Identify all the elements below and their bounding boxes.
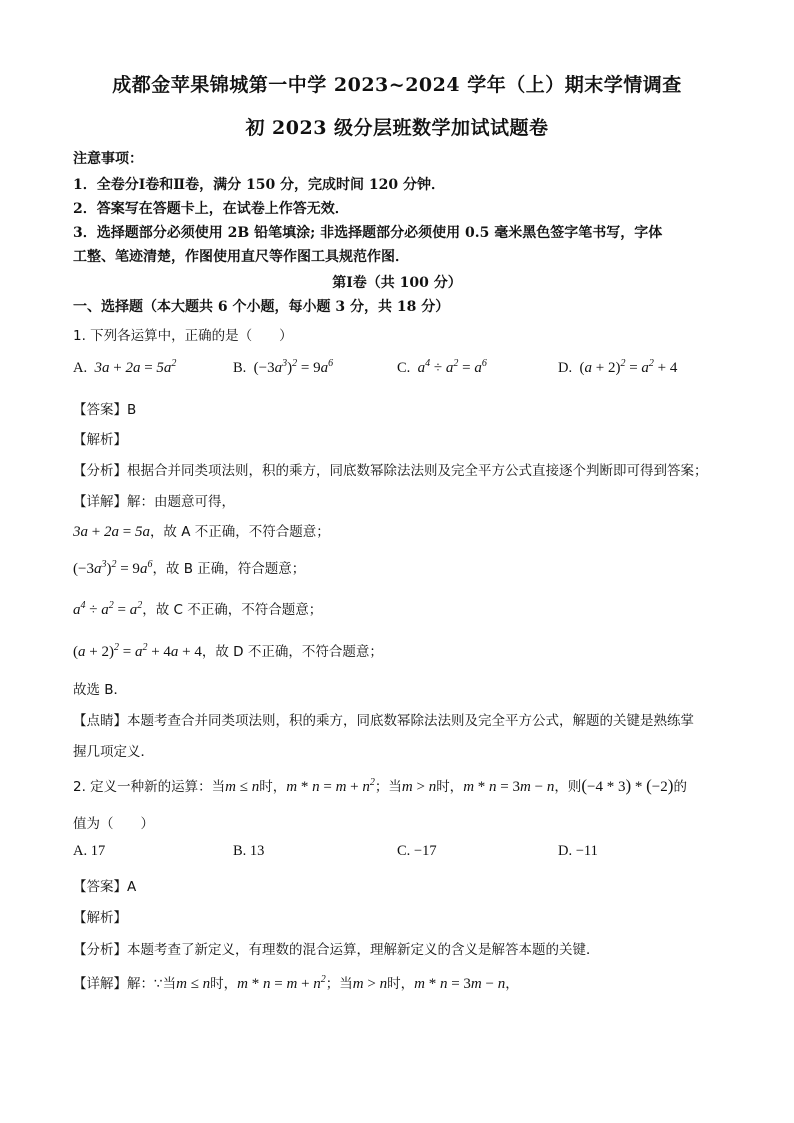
q1-step-b-text: ，故 B 正确，符合题意； [152,561,306,577]
notice-item-3-line1: 3．选择题部分必须使用 2B 铅笔填涂; 非选择题部分必须使用 0.5 毫米黑色签字笔书写，字体 [73,225,663,241]
q2-option-b: B. 13 [233,843,265,859]
q1-step-b-formula: $(-3a^3)^2 = 9a^6$ [73,559,153,577]
q1-step-d-text: ，故 D 不正确，不符合题意； [201,644,383,660]
q1-step-d-formula: $(a + 2)^2 = a^2 + 4a + 4$ [73,642,202,660]
question-2-stem [73,775,687,796]
q1-option-b-formula: $(-3a^3)^2 = 9a^6$ [253,358,334,376]
q2-cond-1: m ≤ n [225,779,260,795]
q2-xiangjie-cond-2: m > n [352,976,388,992]
q1-option-d [558,360,677,377]
q1-step-a [73,520,330,541]
exam-subtitle: 初 2023 级分层班数学加试试题卷 [245,117,549,139]
exam-title: 成都金苹果锦城第一中学 2023~2024 学年（上）期末学情调查 [112,74,682,96]
q2-answer: 【答案】A [73,879,137,895]
q1-dianjing-line1: 【点睛】本题考查合并同类项法则，积的乘方，同底数幂除法法则及完全平方公式，解题的关键是熟练掌 [73,713,694,729]
q2-fenxi: 【分析】本题考查了新定义，有理数的混合运算，理解新定义的含义是解答本题的关键． [73,942,600,958]
question-2-stem-line2: 值为（ ） [73,816,154,832]
q1-answer: 【答案】B [73,402,137,418]
q1-option-c [397,360,487,377]
q2-stem-then: ，则 [554,779,582,795]
notice-heading: 注意事项： [73,151,143,167]
q2-stem-when2: 时， [436,779,464,795]
q2-stem-sep: ；当 [374,779,402,795]
q2-xiangjie-end: ， [505,976,519,992]
part-title: 第Ⅰ卷（共 100 分） [332,275,462,291]
q1-step-c-formula: $a^4 \div a^2 = a^2$ [73,600,143,618]
q2-xiangjie-when1: 时， [210,976,238,992]
q2-xiangjie-rule-1: $m * n = m + n^2$ [237,974,326,992]
q2-option-d: D. −11 [558,843,598,859]
q2-option-c: C. −17 [397,843,437,859]
q1-conclusion: 故选 B． [73,682,128,698]
section-heading: 一、选择题（本大题共 6 个小题，每小题 3 分，共 18 分） [73,299,450,315]
q2-xiangjie-cond-1: m ≤ n [176,976,211,992]
q2-xiangjie-sep: ；当 [325,976,353,992]
q2-option-a: A. 17 [73,843,106,859]
q1-step-c [73,598,322,619]
q1-step-a-text: ，故 A 不正确，不符合题意； [149,524,330,540]
notice-item-1: 1．全卷分Ⅰ卷和Ⅱ卷，满分 150 分，完成时间 120 分钟． [73,177,446,193]
q2-expression: (−4 * 3) * (−2) [581,776,674,795]
q2-xiangjie-prefix: 【详解】解：∵当 [73,976,177,992]
notice-item-2: 2．答案写在答题卡上，在试卷上作答无效． [73,201,349,217]
q1-option-c-formula: $a^4 \div a^2 = a^6$ [413,358,487,376]
question-1-stem: 1. 下列各运算中，正确的是（ ） [73,328,293,344]
q1-xiangjie: 【详解】解：由题意可得， [73,494,235,510]
q2-stem-de: 的 [673,779,687,795]
q1-step-d [73,640,383,661]
q1-fenxi: 【分析】根据合并同类项法则，积的乘方，同底数幂除法法则及完全平方公式直接逐个判断即可得到答案； [73,463,708,479]
q1-option-d-label: D. [558,360,573,376]
q2-rule-1: $m * n = m + n^2$ [286,777,375,795]
q2-stem-prefix: 2. 定义一种新的运算：当 [73,779,226,795]
q2-xiangjie-rule-2: m * n = 3m − n [414,976,506,992]
q2-xiangjie [73,972,519,993]
q2-rule-2: m * n = 3m − n [463,779,555,795]
q1-dianjing-line2: 握几项定义． [73,744,154,760]
notice-item-3-line2: 工整、笔迹清楚，作图使用直尺等作图工具规范作图． [73,249,409,265]
q1-step-a-formula: 3a + 2a = 5a [73,524,150,540]
q1-option-a-label: A. [73,360,88,376]
q2-cond-2: m > n [401,779,437,795]
q2-stem-when1: 时， [259,779,287,795]
q1-option-a [73,360,176,377]
q2-xiangjie-when2: 时， [387,976,415,992]
q1-option-c-label: C. [397,360,411,376]
q1-analysis-tag: 【解析】 [73,432,127,448]
q1-step-b [73,557,305,578]
q1-option-a-formula: $3a + 2a = 5a^2$ [90,358,177,376]
q1-option-b-label: B. [233,360,247,376]
q2-analysis-tag: 【解析】 [73,910,127,926]
q1-step-c-text: ，故 C 不正确，不符合题意； [142,602,323,618]
q1-option-b [233,360,333,377]
q1-option-d-formula: $(a + 2)^2 = a^2 + 4$ [579,358,678,376]
